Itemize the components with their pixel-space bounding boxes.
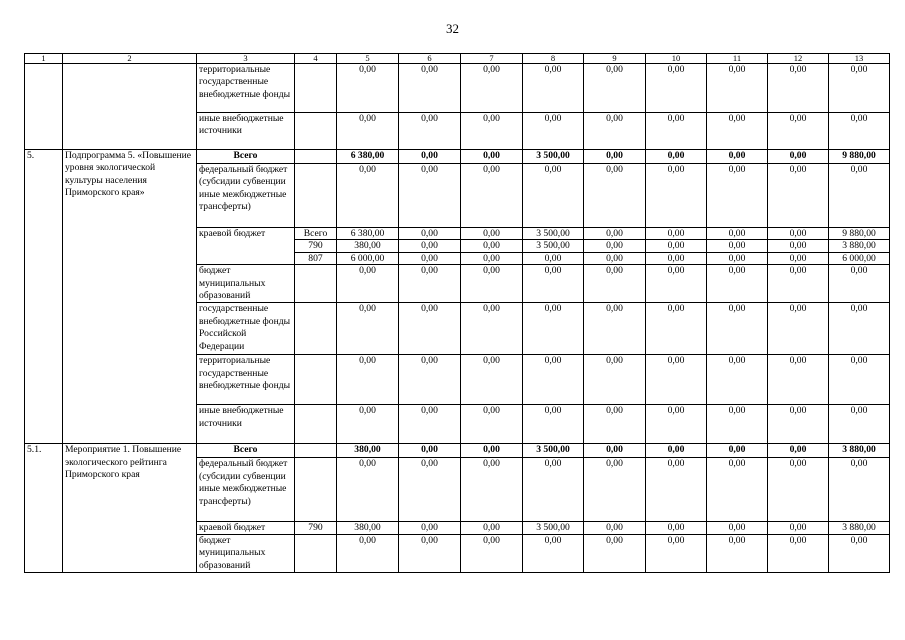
- funding-source-cell: краевой бюджет: [197, 522, 295, 534]
- value-cell: 0,00: [707, 355, 768, 405]
- value-cell: 6 000,00: [829, 252, 890, 264]
- funding-source-cell: федеральный бюджет (субсидии субвенции иные межбюджетные трансферты): [197, 164, 295, 228]
- value-cell: 0,00: [461, 355, 523, 405]
- value-cell: 0,00: [399, 113, 461, 150]
- value-cell: 380,00: [337, 444, 399, 458]
- value-cell: 0,00: [768, 534, 829, 572]
- row-name-cell: Мероприятие 1. Повышение экологического рейтинга Приморского края: [63, 444, 197, 573]
- value-cell: 0,00: [461, 405, 523, 444]
- code-cell: [295, 405, 337, 444]
- value-cell: 0,00: [523, 355, 584, 405]
- value-cell: 3 880,00: [829, 240, 890, 252]
- page-number: 32: [446, 21, 459, 36]
- value-cell: 9 880,00: [829, 228, 890, 240]
- value-cell: 0,00: [768, 164, 829, 228]
- value-cell: 0,00: [646, 534, 707, 572]
- value-cell: 0,00: [768, 64, 829, 113]
- header-cell: 11: [707, 54, 768, 64]
- value-cell: 0,00: [707, 240, 768, 252]
- header-cell: 10: [646, 54, 707, 64]
- value-cell: 0,00: [646, 303, 707, 355]
- value-cell: 0,00: [461, 252, 523, 264]
- value-cell: 0,00: [584, 64, 646, 113]
- funding-source-cell: территориальные государственные внебюджетные фонды: [197, 64, 295, 113]
- value-cell: 0,00: [523, 405, 584, 444]
- value-cell: 0,00: [584, 150, 646, 164]
- table-row: [25, 64, 890, 113]
- value-cell: 9 880,00: [829, 150, 890, 164]
- value-cell: 6 380,00: [337, 228, 399, 240]
- value-cell: 0,00: [523, 265, 584, 303]
- value-cell: 0,00: [399, 150, 461, 164]
- value-cell: 0,00: [461, 150, 523, 164]
- value-cell: 0,00: [707, 164, 768, 228]
- row-number-cell: [25, 64, 63, 150]
- header-cell: 3: [197, 54, 295, 64]
- value-cell: 0,00: [646, 113, 707, 150]
- header-cell: 5: [337, 54, 399, 64]
- value-cell: 0,00: [337, 164, 399, 228]
- value-cell: 0,00: [461, 164, 523, 228]
- value-cell: 0,00: [523, 113, 584, 150]
- value-cell: 0,00: [768, 228, 829, 240]
- value-cell: 380,00: [337, 522, 399, 534]
- value-cell: 0,00: [768, 444, 829, 458]
- value-cell: 0,00: [584, 240, 646, 252]
- value-cell: 0,00: [646, 265, 707, 303]
- table-row: [25, 444, 890, 458]
- value-cell: 0,00: [768, 265, 829, 303]
- value-cell: 0,00: [707, 64, 768, 113]
- value-cell: 0,00: [646, 64, 707, 113]
- value-cell: 0,00: [399, 164, 461, 228]
- value-cell: 0,00: [584, 228, 646, 240]
- value-cell: 0,00: [461, 444, 523, 458]
- table-row: [25, 150, 890, 164]
- value-cell: 0,00: [399, 64, 461, 113]
- funding-source-cell: федеральный бюджет (субсидии субвенции иные межбюджетные трансферты): [197, 458, 295, 522]
- value-cell: 0,00: [399, 355, 461, 405]
- row-number-cell: 5.: [25, 150, 63, 444]
- value-cell: 0,00: [523, 458, 584, 522]
- header-cell: 7: [461, 54, 523, 64]
- value-cell: 6 380,00: [337, 150, 399, 164]
- value-cell: 0,00: [523, 534, 584, 572]
- value-cell: 0,00: [707, 113, 768, 150]
- value-cell: 0,00: [829, 113, 890, 150]
- value-cell: 0,00: [399, 522, 461, 534]
- value-cell: 0,00: [829, 265, 890, 303]
- value-cell: 0,00: [584, 265, 646, 303]
- row-name-cell: [63, 64, 197, 150]
- value-cell: 0,00: [461, 240, 523, 252]
- value-cell: 0,00: [646, 405, 707, 444]
- value-cell: 0,00: [523, 252, 584, 264]
- value-cell: 0,00: [829, 303, 890, 355]
- code-cell: [295, 113, 337, 150]
- value-cell: 0,00: [584, 405, 646, 444]
- header-cell: 6: [399, 54, 461, 64]
- value-cell: 0,00: [707, 534, 768, 572]
- value-cell: 0,00: [337, 64, 399, 113]
- value-cell: 0,00: [461, 534, 523, 572]
- value-cell: 0,00: [646, 355, 707, 405]
- value-cell: 3 500,00: [523, 444, 584, 458]
- value-cell: 0,00: [646, 164, 707, 228]
- value-cell: 0,00: [768, 522, 829, 534]
- value-cell: 0,00: [399, 303, 461, 355]
- value-cell: 0,00: [768, 303, 829, 355]
- code-cell: Всего: [295, 228, 337, 240]
- value-cell: 0,00: [646, 150, 707, 164]
- header-cell: 12: [768, 54, 829, 64]
- funding-source-cell: Всего: [197, 444, 295, 458]
- value-cell: 3 500,00: [523, 522, 584, 534]
- value-cell: 0,00: [768, 113, 829, 150]
- value-cell: 0,00: [399, 252, 461, 264]
- value-cell: 0,00: [829, 64, 890, 113]
- value-cell: 3 500,00: [523, 240, 584, 252]
- value-cell: 0,00: [707, 522, 768, 534]
- value-cell: 380,00: [337, 240, 399, 252]
- value-cell: 3 500,00: [523, 228, 584, 240]
- value-cell: 0,00: [399, 228, 461, 240]
- value-cell: 0,00: [584, 164, 646, 228]
- value-cell: 3 500,00: [523, 150, 584, 164]
- value-cell: 0,00: [523, 164, 584, 228]
- value-cell: 3 880,00: [829, 444, 890, 458]
- code-cell: [295, 64, 337, 113]
- value-cell: 0,00: [337, 355, 399, 405]
- value-cell: 0,00: [707, 444, 768, 458]
- code-cell: [295, 458, 337, 522]
- value-cell: 0,00: [768, 252, 829, 264]
- header-row: [25, 54, 890, 64]
- value-cell: 0,00: [523, 64, 584, 113]
- header-cell: 9: [584, 54, 646, 64]
- value-cell: 0,00: [829, 355, 890, 405]
- value-cell: 0,00: [584, 113, 646, 150]
- row-number-cell: 5.1.: [25, 444, 63, 573]
- value-cell: 0,00: [768, 150, 829, 164]
- value-cell: 0,00: [646, 228, 707, 240]
- value-cell: 0,00: [707, 265, 768, 303]
- value-cell: 0,00: [646, 444, 707, 458]
- funding-source-cell: государственные внебюджетные фонды Российской Федерации: [197, 303, 295, 355]
- code-cell: 790: [295, 522, 337, 534]
- funding-source-cell: Всего: [197, 150, 295, 164]
- funding-source-cell: иные внебюджетные источники: [197, 113, 295, 150]
- value-cell: 0,00: [584, 252, 646, 264]
- header-cell: 13: [829, 54, 890, 64]
- row-name-cell: Подпрограмма 5. «Повышение уровня экологической культуры населения Приморского края»: [63, 150, 197, 444]
- value-cell: 0,00: [461, 303, 523, 355]
- value-cell: 3 880,00: [829, 522, 890, 534]
- value-cell: 0,00: [584, 458, 646, 522]
- value-cell: 0,00: [337, 405, 399, 444]
- header-cell: 4: [295, 54, 337, 64]
- value-cell: 0,00: [461, 265, 523, 303]
- value-cell: 0,00: [646, 240, 707, 252]
- funding-source-cell: иные внебюджетные источники: [197, 405, 295, 444]
- value-cell: 0,00: [337, 113, 399, 150]
- value-cell: 0,00: [829, 534, 890, 572]
- code-cell: [295, 265, 337, 303]
- value-cell: 0,00: [399, 534, 461, 572]
- value-cell: 0,00: [337, 303, 399, 355]
- budget-table: [24, 53, 890, 573]
- funding-source-cell: бюджет муниципальных образований: [197, 265, 295, 303]
- value-cell: 0,00: [584, 522, 646, 534]
- value-cell: 0,00: [768, 405, 829, 444]
- value-cell: 0,00: [707, 303, 768, 355]
- value-cell: 0,00: [337, 458, 399, 522]
- value-cell: 0,00: [461, 458, 523, 522]
- value-cell: 0,00: [461, 228, 523, 240]
- code-cell: [295, 303, 337, 355]
- funding-source-cell: территориальные государственные внебюджетные фонды: [197, 355, 295, 405]
- value-cell: 0,00: [646, 522, 707, 534]
- value-cell: 0,00: [461, 522, 523, 534]
- value-cell: 0,00: [584, 303, 646, 355]
- value-cell: 0,00: [707, 252, 768, 264]
- value-cell: 0,00: [523, 303, 584, 355]
- value-cell: 0,00: [829, 405, 890, 444]
- header-cell: 2: [63, 54, 197, 64]
- value-cell: 0,00: [829, 164, 890, 228]
- value-cell: 0,00: [337, 534, 399, 572]
- value-cell: 0,00: [768, 240, 829, 252]
- header-cell: 1: [25, 54, 63, 64]
- funding-source-cell: краевой бюджет: [197, 228, 295, 265]
- value-cell: 0,00: [584, 355, 646, 405]
- value-cell: 0,00: [646, 458, 707, 522]
- value-cell: 0,00: [646, 252, 707, 264]
- value-cell: 6 000,00: [337, 252, 399, 264]
- header-cell: 8: [523, 54, 584, 64]
- value-cell: 0,00: [399, 458, 461, 522]
- value-cell: 0,00: [707, 150, 768, 164]
- code-cell: [295, 355, 337, 405]
- value-cell: 0,00: [399, 240, 461, 252]
- code-cell: [295, 534, 337, 572]
- value-cell: 0,00: [399, 265, 461, 303]
- value-cell: 0,00: [768, 355, 829, 405]
- value-cell: 0,00: [399, 444, 461, 458]
- value-cell: 0,00: [768, 458, 829, 522]
- value-cell: 0,00: [337, 265, 399, 303]
- value-cell: 0,00: [584, 534, 646, 572]
- value-cell: 0,00: [707, 228, 768, 240]
- code-cell: [295, 444, 337, 458]
- value-cell: 0,00: [829, 458, 890, 522]
- code-cell: 790: [295, 240, 337, 252]
- code-cell: 807: [295, 252, 337, 264]
- value-cell: 0,00: [461, 113, 523, 150]
- value-cell: 0,00: [707, 458, 768, 522]
- value-cell: 0,00: [584, 444, 646, 458]
- value-cell: 0,00: [399, 405, 461, 444]
- code-cell: [295, 164, 337, 228]
- value-cell: 0,00: [461, 64, 523, 113]
- value-cell: 0,00: [707, 405, 768, 444]
- funding-source-cell: бюджет муниципальных образований: [197, 534, 295, 572]
- code-cell: [295, 150, 337, 164]
